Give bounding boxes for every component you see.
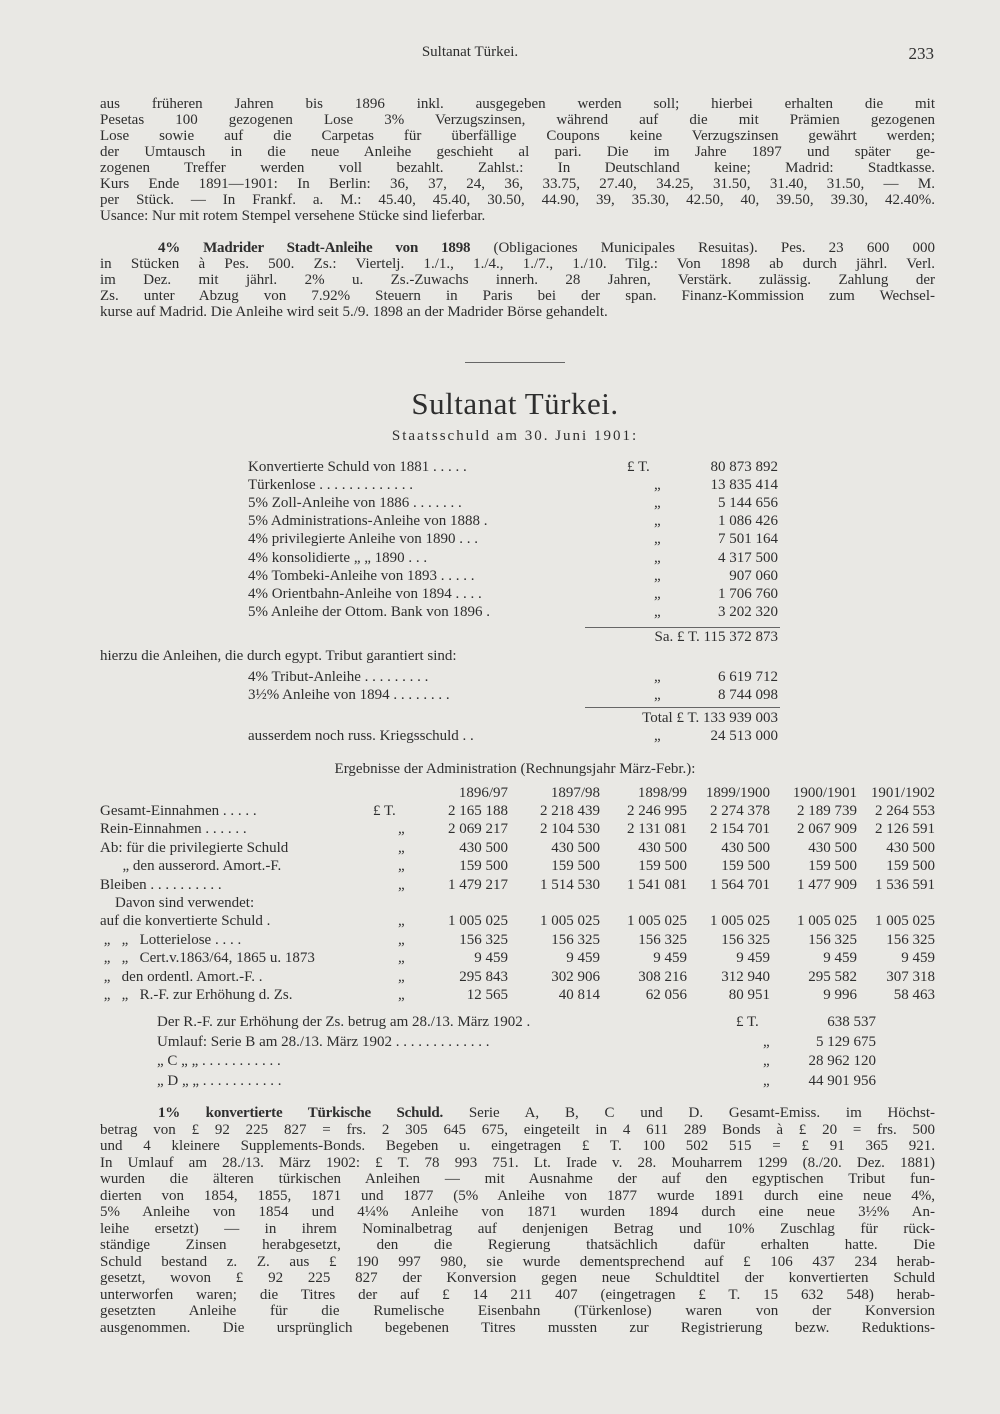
text-line: gesetzten Anleihe für die Rumelische Eisenbahn (Türkenlose) waren von der Konversion <box>100 1303 935 1319</box>
row-label: 5% Administrations-Anleihe von 1888 . <box>248 513 488 530</box>
cell-value: 2 154 701 <box>710 821 770 838</box>
row-value: 4 317 500 <box>718 549 778 566</box>
table-row <box>0 686 1000 704</box>
row-label: 4% privilegierte Anleihe von 1890 . . . <box>248 531 478 548</box>
row-unit: „ <box>398 839 405 856</box>
row-label: Rein-Einnahmen . . . . . . <box>100 821 247 838</box>
table-row <box>0 894 1000 912</box>
cell-value: 1 005 025 <box>448 913 508 930</box>
row-unit: „ <box>654 531 661 548</box>
row-label: 4% konsolidierte „ „ 1890 . . . <box>248 549 428 566</box>
row-label: 5% Zoll-Anleihe von 1886 . . . . . . . <box>248 495 462 512</box>
row-label: „ „ Lotterielose . . . . <box>100 931 242 948</box>
row-value: 907 060 <box>729 567 778 584</box>
cell-value: 159 500 <box>808 858 857 875</box>
text-line: dierten von 1854, 1855, 1871 und 1877 (5% Anleihe von 1877 wurde 1891 durch eine neue 4%, <box>100 1187 935 1204</box>
row-label: Der R.-F. zur Erhöhung der Zs. betrug am 28./13. März 1902 . <box>157 1014 531 1030</box>
row-label: Umlauf: Serie B am 28./13. März 1902 . . . . . . . . . . . . . <box>157 1033 490 1050</box>
table-row <box>0 857 1000 875</box>
table-row <box>0 476 1000 494</box>
table-row <box>0 986 1000 1004</box>
text-line: aus früheren Jahren bis 1896 inkl. ausgegeben werden soll; hierbei erhalten die mit <box>100 96 935 112</box>
cell-value: 9 996 <box>823 987 857 1003</box>
row-unit: „ <box>398 821 405 838</box>
year-header-row <box>0 784 1000 802</box>
cell-value: 9 459 <box>901 950 935 967</box>
paragraph-converted-debt <box>100 1105 935 1336</box>
text-line <box>100 240 935 256</box>
row-unit: „ <box>398 913 405 930</box>
cell-value: 58 463 <box>893 987 935 1003</box>
text-line: und 4 kleinere Supplements-Bonds. Begeben u. eingetragen £ T. 100 502 515 = £ 91 365 921. <box>100 1138 935 1154</box>
debt-total-row <box>0 709 1000 727</box>
debt-sum-row <box>0 628 1000 646</box>
row-label: auf die konvertierte Schuld . <box>100 913 271 930</box>
row-unit: „ <box>654 477 661 494</box>
year-header: 1896/97 <box>458 785 508 801</box>
cell-value: 1 005 025 <box>875 913 935 930</box>
text-line: Schuld bestand z. Z. aus £ 190 997 980, sie wurde dementsprechend auf £ 106 437 234 herab- <box>100 1253 935 1270</box>
cell-value: 1 479 217 <box>448 876 508 893</box>
year-header: 1898/99 <box>637 785 687 801</box>
row-unit: „ <box>654 669 661 685</box>
row-label: „ „ Cert.v.1863/64, 1865 u. 1873 <box>100 950 315 967</box>
cell-value: 430 500 <box>551 839 600 856</box>
cell-value: 156 325 <box>808 931 857 948</box>
cell-value: 2 165 188 <box>448 803 508 819</box>
year-header: 1899/1900 <box>705 785 770 801</box>
cell-value: 156 325 <box>459 931 508 948</box>
cell-value: 156 325 <box>886 931 935 948</box>
row-label: Davon sind verwendet: <box>100 895 255 911</box>
section-title: Sultanat Türkei. <box>411 386 619 421</box>
cell-value: 430 500 <box>638 839 687 856</box>
cell-value: 159 500 <box>886 858 935 875</box>
row-label: „ den ausserord. Amort.-F. <box>100 858 282 875</box>
row-value: 44 901 956 <box>808 1073 876 1090</box>
cell-value: 295 582 <box>808 968 857 985</box>
text-line: unterworfen waren; die Titres der auf £ 14 211 407 (eingetragen £ T. 15 632 548) herab- <box>100 1286 935 1303</box>
debt-heading-bold: 1% konvertierte Türkische Schuld. <box>158 1105 444 1121</box>
row-label: 4% Tribut-Anleihe . . . . . . . . . <box>248 669 429 685</box>
cell-value: 9 459 <box>653 950 687 967</box>
table-row <box>0 549 1000 567</box>
row-label: Ab: für die privilegierte Schuld <box>100 839 289 856</box>
row-value: 6 619 712 <box>718 669 778 685</box>
cell-value: 159 500 <box>551 858 600 875</box>
row-label: Konvertierte Schuld von 1881 . . . . . <box>248 459 467 475</box>
text-line: Lose sowie auf die Carpetas für überfällige Coupons keine Verzugszinsen gewährt werden; <box>100 128 935 144</box>
text-line <box>100 1105 935 1122</box>
debt-extra-row <box>0 727 1000 745</box>
cell-value: 62 056 <box>645 987 687 1003</box>
cell-value: 1 005 025 <box>540 913 600 930</box>
cell-value: 9 459 <box>736 950 770 967</box>
row-label: ausserdem noch russ. Kriegsschuld . . <box>248 728 474 744</box>
text-line: Usance: Nur mit rotem Stempel versehene Stücke sind lieferbar. <box>100 208 486 224</box>
row-unit: „ <box>763 1033 770 1050</box>
cell-value: 159 500 <box>459 858 508 875</box>
cell-value: 430 500 <box>721 839 770 856</box>
tribut-intro <box>100 648 935 664</box>
text-line: kurse auf Madrid. Die Anleihe wird seit 5./9. 1898 an der Madrider Börse gehandelt. <box>100 304 608 320</box>
table-row <box>0 949 1000 967</box>
cell-value: 2 067 909 <box>797 821 857 838</box>
cell-value: 2 131 081 <box>627 821 687 838</box>
cell-value: 40 814 <box>558 987 600 1003</box>
row-unit: £ T. <box>373 803 396 819</box>
text-line: zogenen Treffer werden voll bezahlt. Zahlst.: In Deutschland keine; Madrid: Stadtkasse. <box>100 160 935 176</box>
cell-value: 2 126 591 <box>875 821 935 838</box>
row-value: 8 744 098 <box>718 687 778 703</box>
row-value: 80 873 892 <box>710 459 778 475</box>
debt-total: Total £ T. 133 939 003 <box>642 710 778 726</box>
table-row <box>0 802 1000 820</box>
year-header: 1897/98 <box>550 785 600 801</box>
row-unit: „ <box>654 728 661 744</box>
text-span: Serie A, B, C und D. Gesamt-Emiss. im Höchst- <box>468 1105 936 1121</box>
cell-value: 2 104 530 <box>540 821 600 838</box>
row-unit: „ <box>398 876 405 893</box>
cell-value: 80 951 <box>728 987 770 1003</box>
row-label: „ den ordentl. Amort.-F. . <box>100 968 263 985</box>
cell-value: 1 005 025 <box>627 913 687 930</box>
table-row <box>0 494 1000 512</box>
row-unit: „ <box>654 687 661 703</box>
cell-value: 2 189 739 <box>797 803 857 819</box>
cell-value: 1 541 081 <box>627 876 687 893</box>
row-unit: „ <box>654 603 661 620</box>
debt-heading: Staatsschuld am 30. Juni 1901: <box>391 428 639 444</box>
cell-value: 9 459 <box>566 950 600 967</box>
row-value: 28 962 120 <box>808 1053 876 1070</box>
row-label: 4% Tombeki-Anleihe von 1893 . . . . . <box>248 567 475 584</box>
cell-value: 2 069 217 <box>448 821 508 838</box>
cell-value: 1 005 025 <box>710 913 770 930</box>
row-label: „ C „ „ . . . . . . . . . . . <box>157 1053 281 1070</box>
row-label: Gesamt-Einnahmen . . . . . <box>100 803 257 819</box>
row-value: 3 202 320 <box>718 603 778 620</box>
cell-value: 12 565 <box>466 987 508 1003</box>
cell-value: 430 500 <box>886 839 935 856</box>
row-label: „ „ R.-F. zur Erhöhung d. Zs. <box>100 987 293 1003</box>
row-label: 5% Anleihe der Ottom. Bank von 1896 . <box>248 603 491 620</box>
row-label: 3½% Anleihe von 1894 . . . . . . . . <box>248 687 450 703</box>
table-row <box>0 1072 1000 1090</box>
cell-value: 2 264 553 <box>875 803 935 819</box>
table-row <box>0 1013 1000 1031</box>
total-rule <box>585 707 780 708</box>
row-value: 638 537 <box>827 1014 876 1030</box>
row-unit: „ <box>654 567 661 584</box>
cell-value: 156 325 <box>721 931 770 948</box>
table-row <box>0 1033 1000 1051</box>
table-row <box>0 567 1000 585</box>
row-unit: „ <box>654 549 661 566</box>
text-line: leihe ersetzt) — in ihrem Nominalbetrag auf denjenigen Betrag und 10% Zuschlag für rück- <box>100 1220 935 1237</box>
text-line: 5% Anleihe von 1854 und 4¼% Anleihe von 1871 wurden 1894 durch eine neue 3½% An- <box>100 1204 935 1220</box>
row-unit: „ <box>398 968 405 985</box>
text-line: Kurs Ende 1891—1901: In Berlin: 36, 37, 24, 36, 33.75, 27.40, 34.25, 31.50, 31.40, 31.50, — M. <box>100 176 935 192</box>
table-row <box>0 1052 1000 1070</box>
row-unit: „ <box>398 931 405 948</box>
row-unit: £ T. <box>736 1014 759 1030</box>
loan-heading: 4% Madrider Stadt-Anleihe von 1898 <box>158 240 471 256</box>
table-row <box>0 876 1000 894</box>
text-line: per Stück. — In Frankf. a. M.: 45.40, 45.40, 30.50, 44.90, 39, 35.30, 42.50, 40, 39.50, 39.30, 42.40%. <box>100 192 935 208</box>
cell-value: 1 564 701 <box>710 876 770 893</box>
cell-value: 9 459 <box>474 950 508 967</box>
cell-value: 295 843 <box>459 968 508 985</box>
table-row <box>0 820 1000 838</box>
table-row <box>0 458 1000 476</box>
text-line: hierzu die Anleihen, die durch egypt. Tribut garantiert sind: <box>100 648 457 664</box>
table-row <box>0 668 1000 686</box>
table-row <box>0 530 1000 548</box>
cell-value: 156 325 <box>638 931 687 948</box>
row-value: 7 501 164 <box>718 531 778 548</box>
page-number: 233 <box>908 44 934 63</box>
row-value: 13 835 414 <box>710 477 778 494</box>
cell-value: 2 218 439 <box>540 803 600 819</box>
text-line: der Umtausch in die neue Anleihe geschieht al pari. Die im Jahre 1897 und später ge- <box>100 144 935 160</box>
row-unit: „ <box>763 1053 770 1070</box>
row-unit: „ <box>654 513 661 530</box>
cell-value: 1 477 909 <box>797 876 857 893</box>
cell-value: 1 005 025 <box>797 913 857 930</box>
text-line: in Stücken à Pes. 500. Zs.: Viertelj. 1./1., 1./4., 1./7., 1./10. Tilg.: Von 1898 ab durch jährl. Verl. <box>100 256 935 272</box>
text-line: Zs. unter Abzug von 7.92% Steuern in Paris bei der span. Finanz-Kommission zum Wechsel- <box>100 288 935 304</box>
cell-value: 430 500 <box>459 839 508 856</box>
row-value: 1 086 426 <box>718 513 778 530</box>
cell-value: 307 318 <box>886 968 935 985</box>
cell-value: 1 536 591 <box>875 876 935 893</box>
year-header: 1900/1901 <box>792 785 857 801</box>
row-unit: „ <box>398 950 405 967</box>
cell-value: 9 459 <box>823 950 857 967</box>
cell-value: 312 940 <box>721 968 770 985</box>
cell-value: 1 514 530 <box>540 876 600 893</box>
text-line: ausgenommen. Die ursprünglich begebenen Titres mussten zur Registrierung bezw. Reduktions- <box>100 1319 935 1336</box>
row-unit: „ <box>398 987 405 1003</box>
cell-value: 156 325 <box>551 931 600 948</box>
table-row <box>0 512 1000 530</box>
row-value: 5 144 656 <box>718 495 778 512</box>
cell-value: 308 216 <box>638 968 687 985</box>
row-value: 5 129 675 <box>816 1033 876 1050</box>
table-row <box>0 839 1000 857</box>
text-line: im Dez. mit jährl. 2% u. Zs.-Zuwachs innerh. 28 Jahren, Verstärk. zulässig. Zahlung der <box>100 272 935 288</box>
text-span: (Obligaciones Municipales Resuitas). Pes. 23 600 000 <box>493 240 935 256</box>
text-line: Pesetas 100 gezogenen Lose 3% Verzugszinsen, während auf die mit Prämien gezogenen <box>100 112 935 128</box>
text-line: betrag von £ 92 225 827 = frs. 2 305 645 675, eingeteilt in 4 611 289 Bonds à £ 20 = frs. 500 <box>100 1121 935 1138</box>
text-line: In Umlauf am 28./13. März 1902: £ T. 78 993 751. Lt. Irade v. 28. Mouharrem 1299 (8./20. Dez. 1881) <box>100 1154 935 1171</box>
text-line: ständige Zinsen herabgesetzt, den die Regierung thatsächlich dafür erhalten hatte. Die <box>100 1237 935 1253</box>
row-label: 4% Orientbahn-Anleihe von 1894 . . . . <box>248 585 482 602</box>
table-row <box>0 585 1000 603</box>
row-value: 24 513 000 <box>710 728 778 744</box>
year-header: 1901/1902 <box>870 785 935 801</box>
row-unit: „ <box>763 1073 770 1090</box>
table-row <box>0 968 1000 986</box>
row-label: Bleiben . . . . . . . . . . <box>100 876 222 893</box>
table-row <box>0 603 1000 621</box>
running-header: Sultanat Türkei. <box>421 44 519 60</box>
cell-value: 159 500 <box>721 858 770 875</box>
table-row <box>0 912 1000 930</box>
cell-value: 2 246 995 <box>627 803 687 819</box>
paragraph-spanish-lottery <box>100 96 935 224</box>
cell-value: 2 274 378 <box>710 803 770 819</box>
row-label: „ D „ „ . . . . . . . . . . . <box>157 1073 282 1090</box>
cell-value: 430 500 <box>808 839 857 856</box>
table-row <box>0 931 1000 949</box>
row-unit: „ <box>654 495 661 512</box>
text-line: wurden die älteren türkischen Anleihen — mit Ausnahme der auf den egyptischen Tribut fun- <box>100 1171 935 1187</box>
row-unit: „ <box>654 585 661 602</box>
paragraph-madrid-loan <box>100 240 935 320</box>
row-label: Türkenlose . . . . . . . . . . . . . <box>248 477 413 494</box>
section-divider <box>465 362 565 363</box>
cell-value: 159 500 <box>638 858 687 875</box>
cell-value: 302 906 <box>551 968 600 985</box>
row-value: 1 706 760 <box>718 585 778 602</box>
admin-heading: Ergebnisse der Administration (Rechnungsjahr März-Febr.): <box>334 761 696 777</box>
text-line: gesetzt, wovon £ 92 225 827 der Konversion gegen neue Schuldtitel der konvertierten Schuld <box>100 1270 935 1286</box>
debt-sum: Sa. £ T. 115 372 873 <box>654 629 778 645</box>
row-unit: „ <box>398 858 405 875</box>
row-unit: £ T. <box>627 459 650 475</box>
